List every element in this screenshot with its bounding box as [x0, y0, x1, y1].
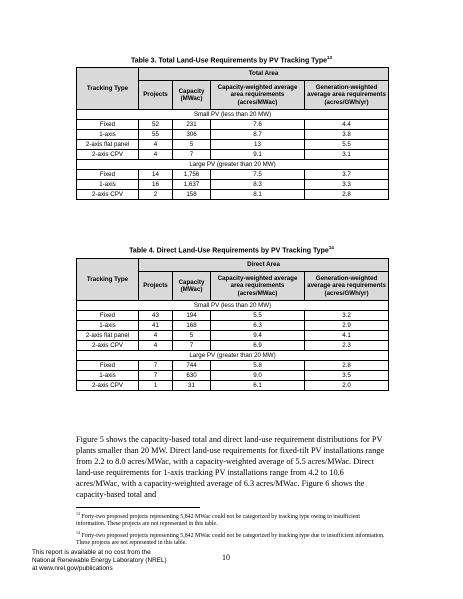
table-row [77, 180, 389, 190]
table-cell: 630 [173, 371, 211, 381]
table-row [77, 170, 389, 180]
footer-publications-link[interactable]: at www.nrel.gov/publications [32, 565, 113, 573]
table-cell: 4 [139, 331, 173, 341]
table-cell: 9.1 [211, 150, 305, 160]
table-cell: 194 [173, 311, 211, 321]
table-row [77, 130, 389, 140]
table-cell: 1 [139, 381, 173, 391]
table-cell: 6.3 [211, 321, 305, 331]
table-cell: 2.8 [305, 190, 389, 200]
footnote-14: $^{14}$ Forty-two proposed projects representing 5,842 MWac could not be categorized by tracking type due to insufficient information. These projects are not represented in this table. [76, 529, 385, 547]
table-row [77, 311, 389, 321]
table-cell: 13 [211, 140, 305, 150]
table-cell: 8.1 [211, 190, 305, 200]
table-row [77, 381, 389, 391]
table-cell: 2-axis CPV [77, 150, 139, 160]
table-cell: 168 [173, 321, 211, 331]
footnote-13: $^{13}$ Forty-two proposed projects representing 5,842 MWac could not be categorized by tracking type owing to insufficient information. These projects are not represented in this table. [76, 511, 360, 528]
table-cell: 52 [139, 120, 173, 130]
table3-group-header: Total Area [139, 68, 389, 81]
table-row [77, 371, 389, 381]
table-row [77, 331, 389, 341]
table-cell: 6.1 [211, 381, 305, 391]
table-cell: 306 [173, 130, 211, 140]
table-cell: 2.0 [305, 381, 389, 391]
table-cell: 3.1 [305, 150, 389, 160]
table4-section-label: Small PV (less than 20 MW) [77, 301, 389, 311]
table-cell: 1-axis [77, 321, 139, 331]
table3-header-capacity-weighted: Capacity-weighted average area requirements (acres/MWac) [211, 81, 305, 110]
footnote-divider [76, 507, 200, 508]
table-cell: 2-axis CPV [77, 381, 139, 391]
table-row [77, 190, 389, 200]
table-cell: 158 [173, 190, 211, 200]
table-cell: 1-axis [77, 371, 139, 381]
table-cell: Fixed [77, 170, 139, 180]
table3-header-tracking-type: Tracking Type [77, 68, 139, 110]
table-cell: 4 [139, 150, 173, 160]
page-number: 10 [222, 553, 230, 562]
table-cell: 7 [173, 150, 211, 160]
footnotes [76, 510, 388, 548]
table-cell: 744 [173, 361, 211, 371]
table-cell: 7 [139, 371, 173, 381]
table-cell: 9.4 [211, 331, 305, 341]
table-cell: 4 [139, 140, 173, 150]
table-cell: 2 [139, 190, 173, 200]
table-cell: 16 [139, 180, 173, 190]
table-cell: 5.5 [305, 140, 389, 150]
table-cell: 3.7 [305, 170, 389, 180]
table3-section-label: Small PV (less than 20 MW) [77, 110, 389, 120]
table-cell: 4 [139, 341, 173, 351]
footer-availability-note: This report is available at no cost from the National Renewable Energy Laboratory (NREL) at www.nrel.gov/publications [32, 549, 232, 574]
table-cell: 14 [139, 170, 173, 180]
table-cell: 3.2 [305, 311, 389, 321]
table-cell: 2-axis CPV [77, 341, 139, 351]
table-cell: 43 [139, 311, 173, 321]
table-cell: 2.8 [305, 361, 389, 371]
table-cell: 1,637 [173, 180, 211, 190]
table-cell: 8.7 [211, 130, 305, 140]
table-cell: 1-axis [77, 180, 139, 190]
table-cell: 4.1 [305, 331, 389, 341]
table-row [77, 140, 389, 150]
table4-header-capacity-weighted: Capacity-weighted average area requirements (acres/MWac) [211, 272, 305, 301]
table-cell: Fixed [77, 311, 139, 321]
table-row [77, 120, 389, 130]
table3-header-generation-weighted: Generation-weighted average area requirements (acres/GWh/yr) [305, 81, 389, 110]
table-row [77, 361, 389, 371]
table3-header-capacity: Capacity (MWac) [173, 81, 211, 110]
table3-header-projects: Projects [139, 81, 173, 110]
table-cell: 2-axis CPV [77, 190, 139, 200]
table3-caption: Table 3. Total Land-Use Requirements by PV Tracking Type$^{13}$ [130, 55, 333, 65]
table4-section-label: Large PV (greater than 20 MW) [77, 351, 389, 361]
table-cell: Fixed [77, 361, 139, 371]
table-cell: 3.5 [305, 371, 389, 381]
table4-header-tracking-type: Tracking Type [77, 259, 139, 301]
table-cell: 2-axis flat panel [77, 331, 139, 341]
table-row [77, 321, 389, 331]
table-cell: 2.9 [305, 321, 389, 331]
table-cell: 9.0 [211, 371, 305, 381]
table4-group-header: Direct Area [139, 259, 389, 272]
table4 [76, 258, 389, 391]
table3-section-label: Large PV (greater than 20 MW) [77, 160, 389, 170]
table4-header-capacity: Capacity (MWac) [173, 272, 211, 301]
table-cell: 5 [173, 331, 211, 341]
table-cell: 3.8 [305, 130, 389, 140]
table-cell: 7 [139, 361, 173, 371]
table-cell: 1,756 [173, 170, 211, 180]
table-cell: 31 [173, 381, 211, 391]
table-cell: 8.3 [211, 180, 305, 190]
table3 [76, 67, 389, 200]
table-cell: 41 [139, 321, 173, 331]
body-paragraph: Figure 5 shows the capacity-based total and direct land-use requirement distributions for PV plants smaller than 20 MW. Direct land-use requirements for fixed-tilt PV installations range from 2.2 to 8.0 acres/MWac, with a capacity-weighted average of 5.5 acres/MWac. Direct land-use requirements for 1-axis tracking PV installations range from 4.2 to 10.6 acres/MWac, with a capacity-weighted average of 6.3 acres/MWac. Figure 6 shows the capacity-based total and [76, 435, 385, 499]
table-cell: 7.6 [211, 120, 305, 130]
table-cell: 6.9 [211, 341, 305, 351]
table-cell: 55 [139, 130, 173, 140]
table-cell: 5 [173, 140, 211, 150]
table4-header-projects: Projects [139, 272, 173, 301]
table-cell: 7.5 [211, 170, 305, 180]
table-row [77, 341, 389, 351]
table-row [77, 150, 389, 160]
table-cell: 3.3 [305, 180, 389, 190]
table-cell: 5.5 [211, 311, 305, 321]
table-cell: Fixed [77, 120, 139, 130]
table-cell: 5.8 [211, 361, 305, 371]
table-cell: 2-axis flat panel [77, 140, 139, 150]
table4-caption: Table 4. Direct Land-Use Requirements by PV Tracking Type$^{14}$ [129, 245, 334, 255]
table-cell: 2.3 [305, 341, 389, 351]
table-cell: 4.4 [305, 120, 389, 130]
table-cell: 1-axis [77, 130, 139, 140]
table4-header-generation-weighted: Generation-weighted average area requirements (acres/GWh/yr) [305, 272, 389, 301]
table-cell: 231 [173, 120, 211, 130]
table-cell: 7 [173, 341, 211, 351]
